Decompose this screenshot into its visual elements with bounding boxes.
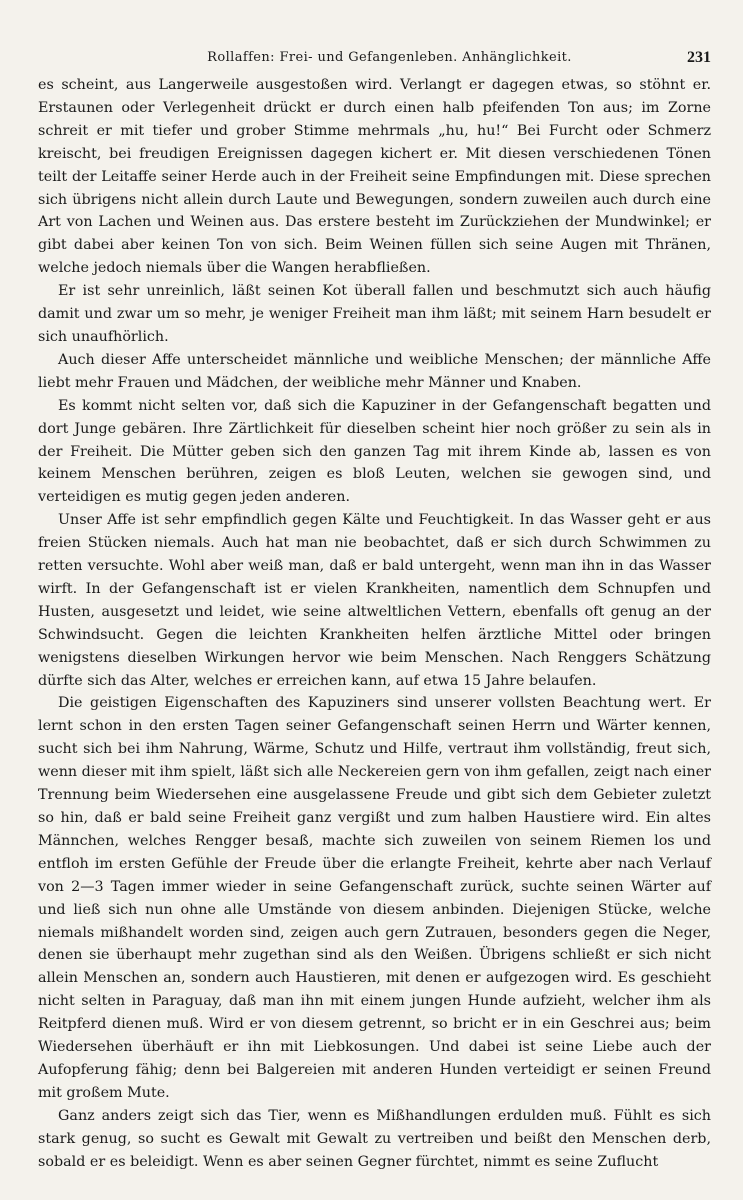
running-title: Rollaffen: Frei- und Gefangenleben. Anhänglichkeit. [207,50,572,65]
paragraph: Es kommt nicht selten vor, daß sich die Kapuziner in der Gefangenschaft begatten und dort Junge gebären. Ihre Zärtlichkeit für dieselben scheint hier noch größer zu sein als in der Freiheit. Die Mütter geben sich den ganzen Tag mit ihrem Kinde ab, lassen es von keinem Menschen berühren, zeigen es bloß Leuten, welchen sie gewogen sind, und verteidigen es mutig gegen jeden anderen. [38,397,711,506]
paragraph: Auch dieser Affe unterscheidet männliche und weibliche Menschen; der männliche Affe liebt mehr Frauen und Mädchen, der weibliche mehr Männer und Knaben. [38,351,711,391]
paragraph: Unser Affe ist sehr empfindlich gegen Kälte und Feuchtigkeit. In das Wasser geht er aus freien Stücken niemals. Auch hat man nie beobachtet, daß er sich durch Schwimmen zu retten versuchte. Wohl aber weiß man, daß er bald untergeht, wenn man ihn in das Wasser wirft. In der Gefangenschaft ist er vielen Krankheiten, namentlich dem Schnupfen und Husten, ausgesetzt und leidet, wie seine altweltlichen Vettern, ebenfalls oft genug an der Schwindsucht. Gegen die leichten Krankheiten helfen ärztliche Mittel oder bringen wenigstens dieselben Wirkungen hervor wie beim Menschen. Nach Renggers Schätzung dürfte sich das Alter, welches er erreichen kann, auf etwa 15 Jahre belaufen. [38,512,711,689]
paragraph: Ganz anders zeigt sich das Tier, wenn es Mißhandlungen erdulden muß. Fühlt es sich stark genug, so sucht es Gewalt mit Gewalt zu vertreiben und beißt den Menschen derb, sobald er es beleidigt. Wenn es aber seinen Gegner fürchtet, nimmt es seine Zuflucht [38,1107,711,1170]
body-text [38,74,711,1174]
paragraph: Die geistigen Eigenschaften des Kapuziners sind unserer vollsten Beachtung wert. Er lernt schon in den ersten Tagen seiner Gefangenschaft seinen Herrn und Wärter kennen, sucht sich bei ihm Nahrung, Wärme, Schutz und Hilfe, vertraut ihm vollständig, freut sich, wenn dieser mit ihm spielt, läßt sich alle Neckereien gern von ihm gefallen, zeigt nach einer Trennung beim Wiedersehen eine ausgelassene Freude und gibt sich dem Gebieter zuletzt so hin, daß er bald seine Freiheit ganz vergißt und zum halben Haustiere wird. Ein altes Männchen, welches Rengger besaß, machte sich zuweilen von seinem Riemen los und entfloh im ersten Gefühle der Freude über die erlangte Freiheit, kehrte aber nach Verlauf von 2—3 Tagen immer wieder in seine Gefangenschaft zurück, suchte seinen Wärter auf und ließ sich nun ohne alle Umstände von diesem anbinden. Diejenigen Stücke, welche niemals mißhandelt worden sind, zeigen auch gern Zutrauen, besonders gegen die Neger, denen sie überhaupt mehr zugethan sind als den Weißen. Übrigens schließt er sich nicht allein Menschen an, sondern auch Haustieren, mit denen er aufgezogen wird. Es geschieht nicht selten in Paraguay, daß man ihn mit einem jungen Hunde aufzieht, welcher ihm als Reitpferd dienen muß. Wird er von diesem getrennt, so bricht er in ein Geschrei aus; beim Wiedersehen überhäuft er ihn mit Liebkosungen. Und dabei ist seine Liebe auch der Aufopferung fähig; denn bei Balgereien mit anderen Hunden verteidigt er seinen Freund mit großem Mute. [38,695,711,1101]
page-number: 231 [687,49,711,66]
paragraph: Er ist sehr unreinlich, läßt seinen Kot überall fallen und beschmutzt sich auch häufig damit und zwar um so mehr, je weniger Freiheit man ihm läßt; mit seinem Harn besudelt er sich unaufhörlich. [38,283,711,345]
running-head [38,40,711,74]
paragraph-continued: es scheint, aus Langerweile ausgestoßen wird. Verlangt er dagegen etwas, so stöhnt er. Erstaunen oder Verlegenheit drückt er durch einen halb pfeifenden Ton aus; im Zorne schreit er mit tiefer und grober Stimme mehrmals „hu, hu!“ Bei Furcht oder Schmerz kreischt, bei freudigen Ereignissen dagegen kichert er. Mit diesen verschiedenen Tönen teilt der Leitaffe seiner Herde auch in der Freiheit seine Empfindungen mit. Diese sprechen sich übrigens nicht allein durch Laute und Bewegungen, sondern zuweilen auch durch eine Art von Lachen und Weinen aus. Das erstere besteht im Zurückziehen der Mundwinkel; er gibt dabei aber keinen Ton von sich. Beim Weinen füllen sich seine Augen mit Thränen, welche jedoch niemals über die Wangen herabfließen. [38,77,711,277]
